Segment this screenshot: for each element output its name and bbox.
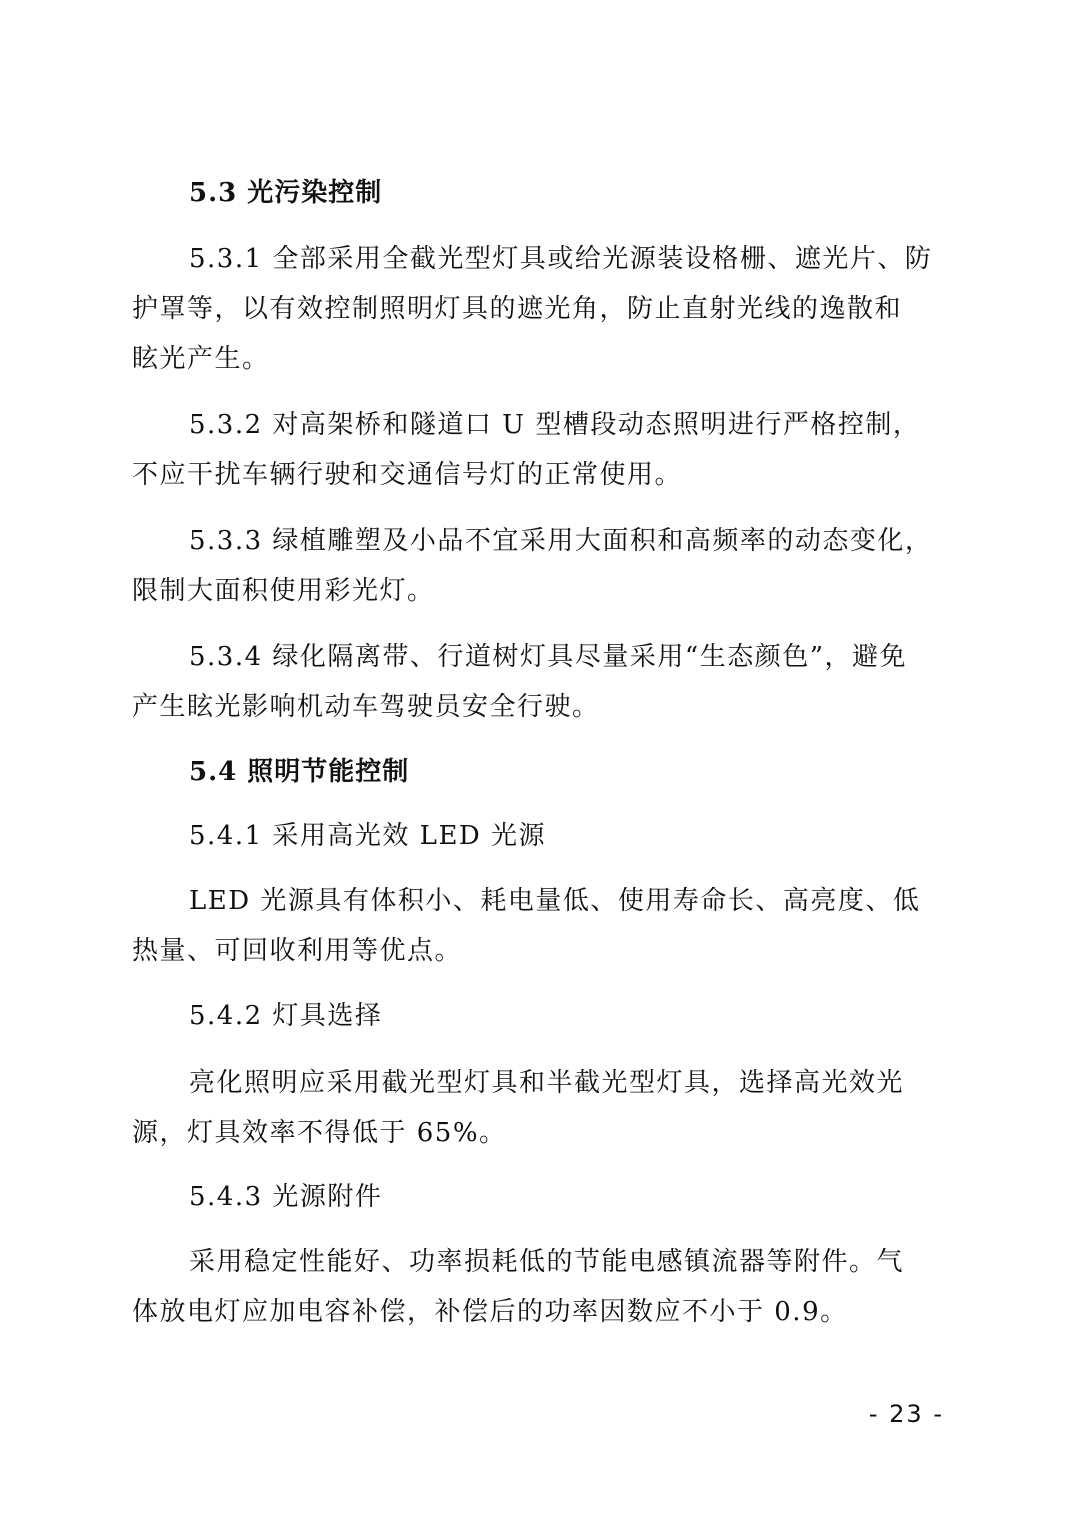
paragraph-5-3-1-line-3: 眩光产生。 (132, 344, 270, 374)
paragraph-5-4-3-line-2: 体放电灯应加电容补偿，补偿后的功率因数应不小于 0.9。 (132, 1297, 848, 1327)
paragraph-5-3-3-line-1: 5.3.3 绿植雕塑及小品不宜采用大面积和高频率的动态变化， (189, 526, 933, 556)
subsection-title-5-4-1: 5.4.1 采用高光效 LED 光源 (189, 821, 547, 851)
paragraph-5-3-1-line-2: 护罩等，以有效控制照明灯具的遮光角，防止直射光线的逸散和 (132, 294, 903, 324)
paragraph-5-3-4-line-2: 产生眩光影响机动车驾驶员安全行驶。 (132, 692, 600, 722)
subsection-title-5-4-2: 5.4.2 灯具选择 (189, 1001, 383, 1031)
paragraph-5-3-4-line-1: 5.3.4 绿化隔离带、行道树灯具尽量采用“生态颜色”，避免 (189, 642, 908, 672)
paragraph-5-4-2-line-2: 源，灯具效率不得低于 65%。 (132, 1118, 507, 1148)
paragraph-5-4-3-line-1: 采用稳定性能好、功率损耗低的节能电感镇流器等附件。气 (189, 1247, 905, 1277)
paragraph-5-3-1-line-1: 5.3.1 全部采用全截光型灯具或给光源装设格栅、遮光片、防 (189, 244, 933, 274)
paragraph-5-4-2-line-1: 亮化照明应采用截光型灯具和半截光型灯具，选择高光效光 (189, 1068, 905, 1098)
section-heading-5-4: 5.4 照明节能控制 (189, 757, 410, 787)
paragraph-5-4-1-line-2: 热量、可回收利用等优点。 (132, 936, 463, 966)
document-page (132, 0, 944, 1520)
paragraph-5-3-2-line-1: 5.3.2 对高架桥和隧道口 U 型槽段动态照明进行严格控制， (189, 410, 921, 440)
paragraph-5-3-3-line-2: 限制大面积使用彩光灯。 (132, 576, 435, 606)
paragraph-5-4-1-line-1: LED 光源具有体积小、耗电量低、使用寿命长、高亮度、低 (189, 886, 921, 916)
paragraph-5-3-2-line-2: 不应干扰车辆行驶和交通信号灯的正常使用。 (132, 460, 683, 490)
subsection-title-5-4-3: 5.4.3 光源附件 (189, 1182, 383, 1212)
page-number: - 23 - (868, 1400, 944, 1428)
section-heading-5-3: 5.3 光污染控制 (189, 178, 383, 208)
